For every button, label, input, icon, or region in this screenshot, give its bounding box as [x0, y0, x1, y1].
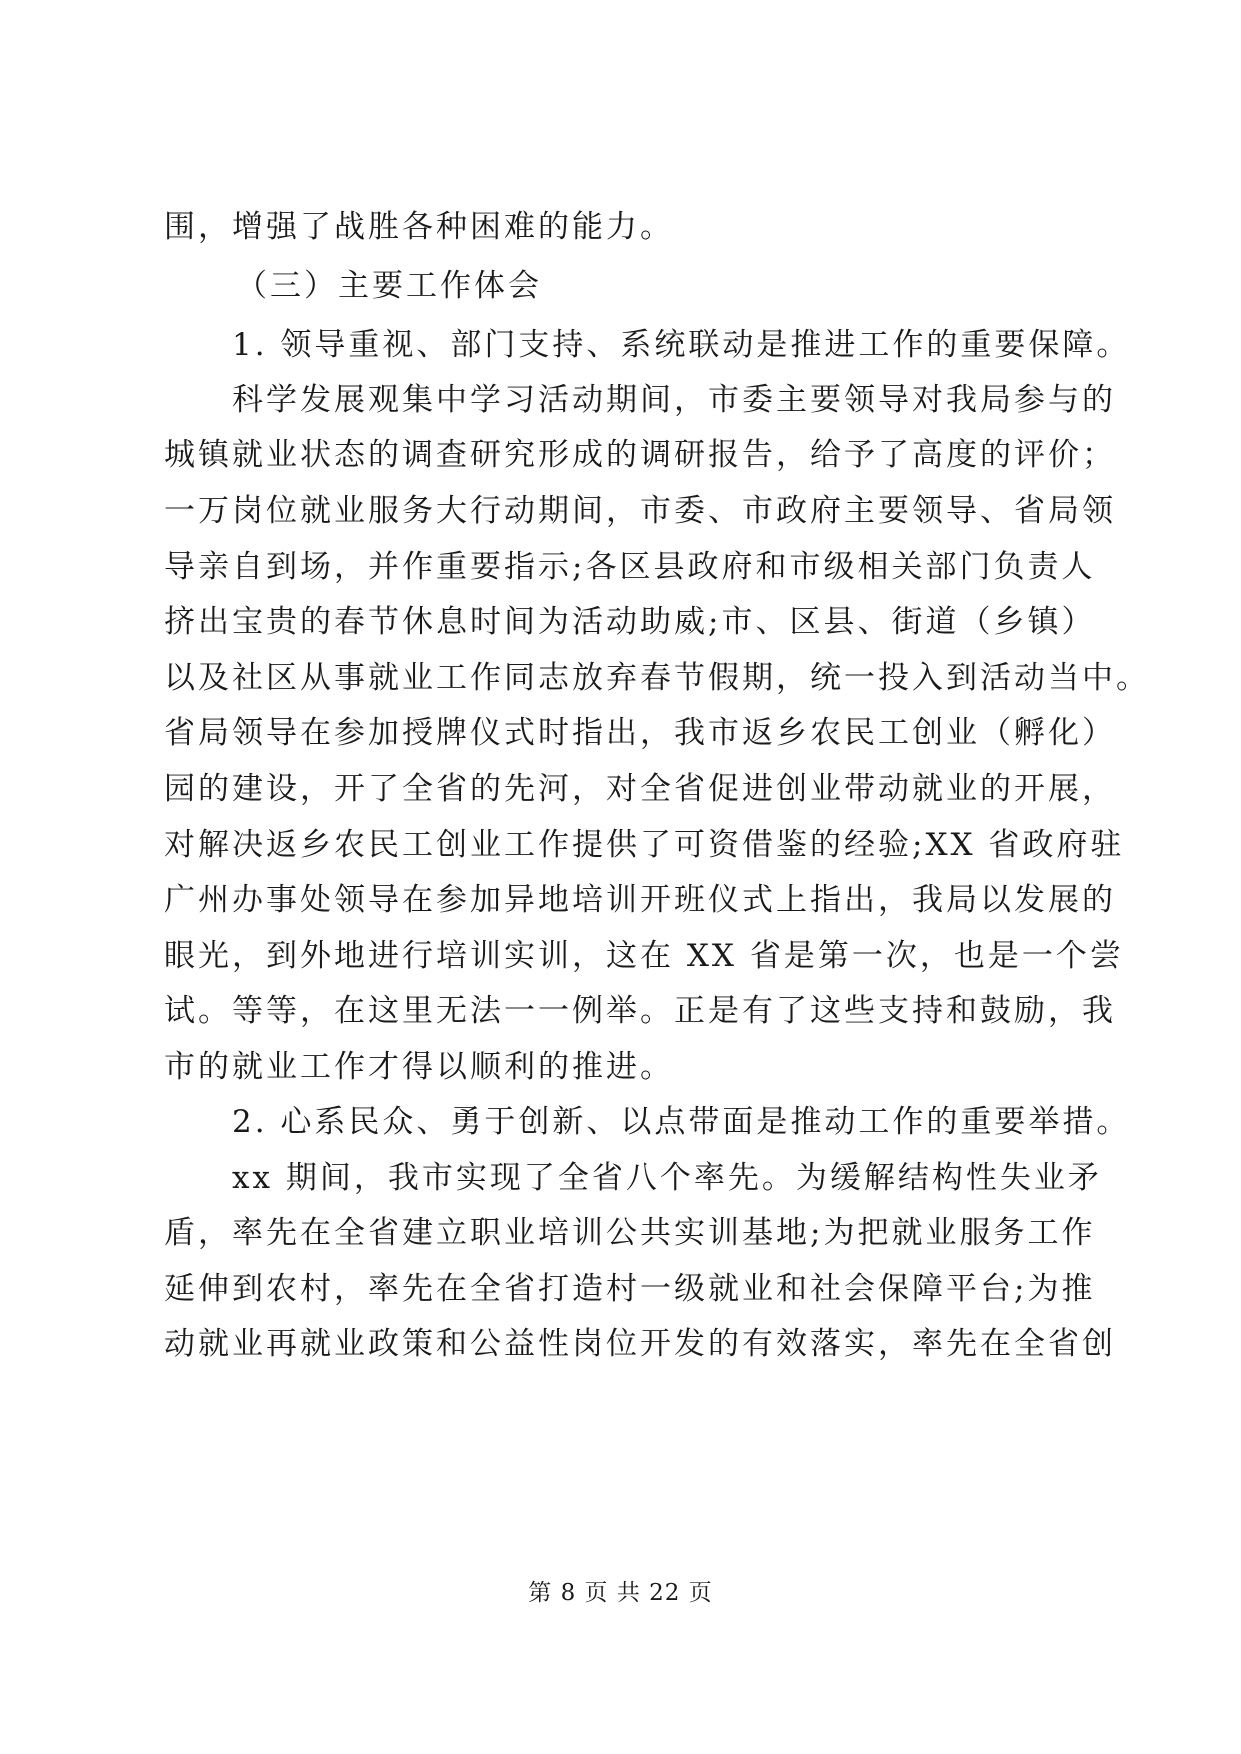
paragraph-line: 对解决返乡农民工创业工作提供了可资借鉴的经验;XX 省政府驻 — [164, 827, 1125, 863]
subsection-heading-1: 1. 领导重视、部门支持、系统联动是推进工作的重要保障。 — [232, 327, 1131, 363]
paragraph-line: 延伸到农村，率先在全省打造村一级就业和社会保障平台;为推 — [164, 1271, 1096, 1307]
paragraph-line: 动就业再就业政策和公益性岗位开发的有效落实，率先在全省创 — [164, 1326, 1116, 1362]
paragraph-line: 盾，率先在全省建立职业培训公共实训基地;为把就业服务工作 — [164, 1215, 1096, 1251]
paragraph-line: 围，增强了战胜各种困难的能力。 — [164, 209, 674, 245]
section-heading: （三）主要工作体会 — [236, 268, 542, 304]
paragraph-line: 一万岗位就业服务大行动期间，市委、市政府主要领导、省局领 — [164, 493, 1116, 529]
paragraph-line: 园的建设，开了全省的先河，对全省促进创业带动就业的开展， — [164, 771, 1116, 807]
paragraph-line: 市的就业工作才得以顺利的推进。 — [164, 1049, 674, 1085]
paragraph-line: 试。等等，在这里无法一一例举。正是有了这些支持和鼓励，我 — [164, 993, 1116, 1029]
paragraph-line: 科学发展观集中学习活动期间，市委主要领导对我局参与的 — [232, 382, 1116, 418]
paragraph-line: 广州办事处领导在参加异地培训开班仪式上指出，我局以发展的 — [164, 882, 1116, 918]
subsection-heading-2: 2. 心系民众、勇于创新、以点带面是推动工作的重要举措。 — [232, 1104, 1131, 1140]
paragraph-line: 以及社区从事就业工作同志放弃春节假期，统一投入到活动当中。 — [164, 660, 1150, 696]
page-number-footer: 第 8 页 共 22 页 — [528, 1580, 713, 1606]
paragraph-line: 城镇就业状态的调查研究形成的调研报告，给予了高度的评价； — [164, 437, 1116, 473]
paragraph-line: 眼光，到外地进行培训实训，这在 XX 省是第一次，也是一个尝 — [164, 938, 1124, 974]
paragraph-line: 挤出宝贵的春节休息时间为活动助威;市、区县、街道（乡镇） — [164, 604, 1096, 640]
paragraph-line: 省局领导在参加授牌仪式时指出，我市返乡农民工创业（孵化） — [164, 715, 1116, 751]
paragraph-line: xx 期间，我市实现了全省八个率先。为缓解结构性失业矛 — [232, 1160, 1102, 1196]
paragraph-line: 导亲自到场，并作重要指示;各区县政府和市级相关部门负责人 — [164, 549, 1096, 585]
